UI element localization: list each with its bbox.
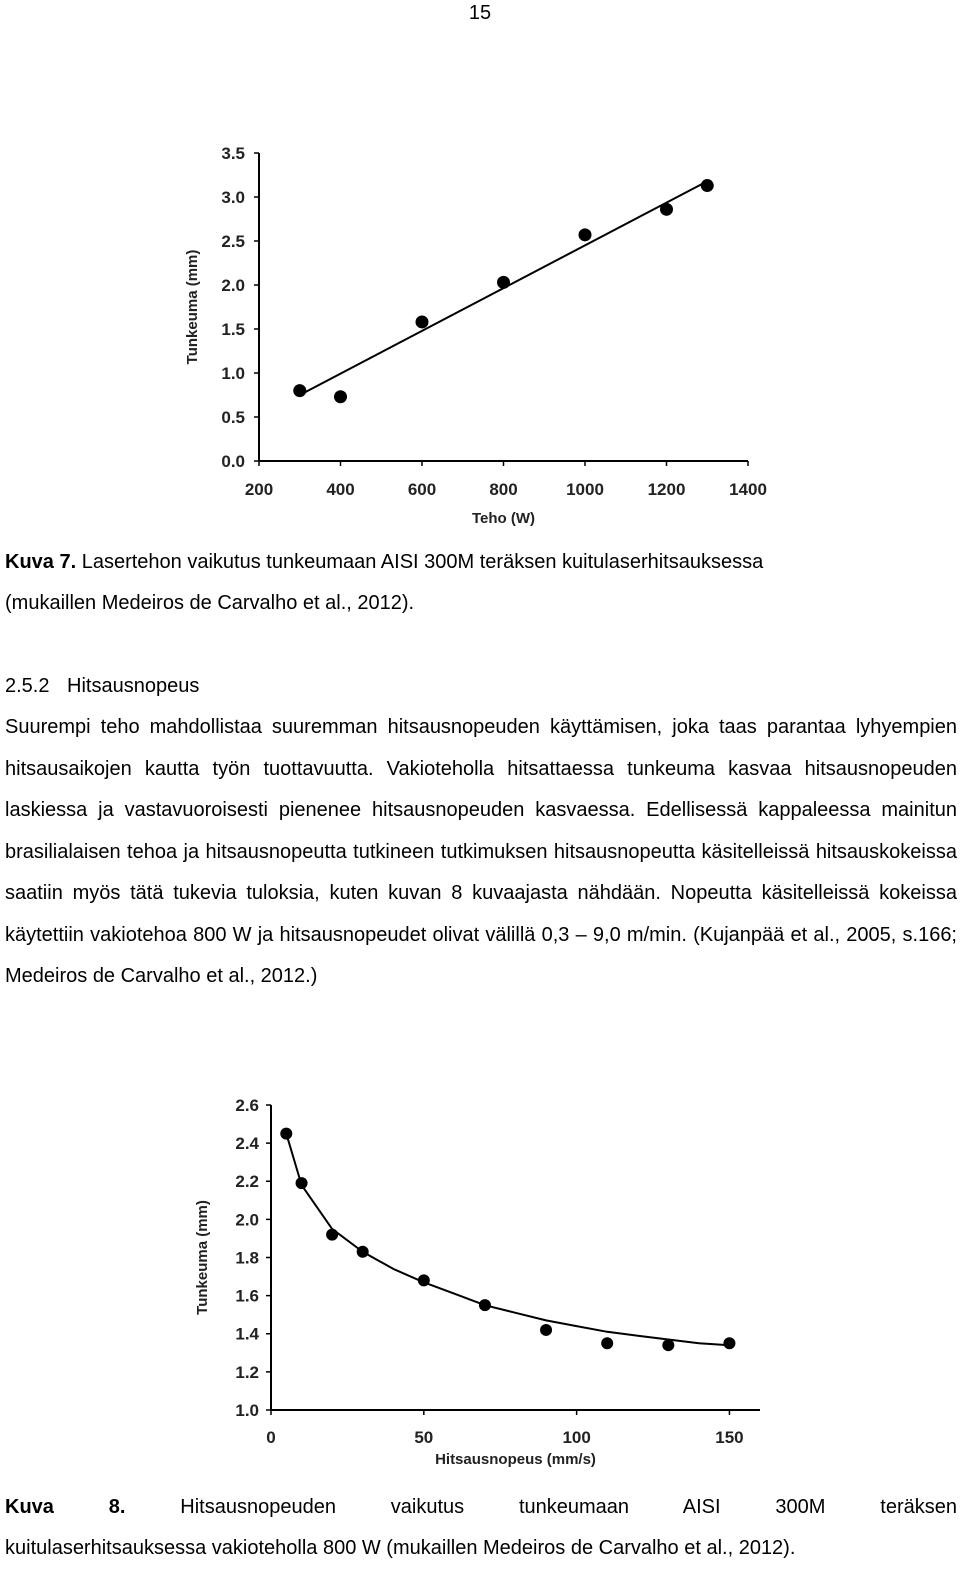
- y-tick-label: 3.5: [221, 143, 245, 163]
- x-tick-label: 1000: [566, 480, 604, 499]
- data-point: [497, 276, 510, 289]
- figure7-caption-line1: Lasertehon vaikutus tunkeumaan AISI 300M teräksen kuitulaserhitsauksessa: [81, 551, 764, 573]
- y-tick-label: 0.5: [221, 407, 245, 427]
- figure8-label: Kuva 8.: [5, 1496, 126, 1518]
- data-point: [479, 1299, 491, 1311]
- figure7-caption: [5, 542, 957, 624]
- x-tick-label: 50: [414, 1428, 434, 1447]
- data-point: [601, 1337, 613, 1349]
- y-axis-label: Tunkeuma (mm): [184, 249, 201, 365]
- y-tick-label: 2.6: [235, 1095, 259, 1115]
- x-axis-label: Hitsausnopeus (mm/s): [435, 1451, 596, 1468]
- data-point: [701, 179, 714, 192]
- data-point: [579, 228, 592, 241]
- section-number: 2.5.2: [5, 675, 50, 697]
- figure7-chart-svg: [0, 0, 960, 540]
- section-paragraph: Suurempi teho mahdollistaa suuremman hitsausnopeuden käyttämisen, joka taas parantaa lyhyempien hitsausaikojen kautta työn tuottavuutta. Vakioteholla hitsattaessa tunkeuma kasvaa hitsausnopeuden laskiessa ja vastavuoroisesti pienenee hitsausnopeuden kasvaessa. Edellisessä kappaleessa mainitun brasilialaisen tehoa ja hitsausnopeutta tutkineen tutkimuksen hitsausnopeutta käsitelleissä hitsauskokeissa saatiin myös tätä tukevia tuloksia, kuten kuvan 8 kuvaajasta nähdään. Nopeutta käsitelleissä kokeissa käytettiin vakiotehoa 800 W ja hitsausnopeudet olivat välillä 0,3 – 9,0 m/min. (Kujanpää et al., 2005, s.166; Medeiros de Carvalho et al., 2012.): [5, 716, 957, 987]
- data-point: [357, 1246, 369, 1258]
- figure8-chart: [0, 1080, 960, 1480]
- data-point: [418, 1274, 430, 1286]
- x-tick-label: 100: [562, 1428, 591, 1447]
- fit-line: [286, 1134, 729, 1346]
- x-tick-label: 1400: [729, 480, 767, 499]
- section-heading: [5, 666, 199, 707]
- figure7-label: Kuva 7.: [5, 551, 77, 573]
- y-tick-label: 2.4: [235, 1134, 259, 1154]
- y-tick-label: 2.2: [235, 1172, 259, 1192]
- y-tick-label: 2.5: [221, 231, 245, 251]
- data-point: [540, 1324, 552, 1336]
- y-tick-label: 3.0: [221, 187, 245, 207]
- y-tick-label: 1.2: [235, 1362, 259, 1382]
- data-point: [296, 1177, 308, 1189]
- figure8-caption-line1: Hitsausnopeuden vaikutus tunkeumaan AISI 300M teräksen: [180, 1496, 957, 1518]
- y-tick-label: 2.0: [221, 275, 245, 295]
- data-point: [334, 390, 347, 403]
- y-tick-label: 1.0: [221, 363, 245, 383]
- figure7-caption-line2: (mukaillen Medeiros de Carvalho et al., 2012).: [5, 592, 415, 614]
- data-point: [660, 203, 673, 216]
- x-tick-label: 400: [326, 480, 355, 499]
- y-tick-label: 2.0: [235, 1210, 259, 1230]
- figure8-caption-line2: kuitulaserhitsauksessa vakioteholla 800 W (mukaillen Medeiros de Carvalho et al., 2012).: [5, 1537, 796, 1559]
- page-number: 15: [468, 2, 492, 24]
- data-point: [416, 315, 429, 328]
- y-tick-label: 1.0: [235, 1400, 259, 1420]
- x-axis-label: Teho (W): [471, 510, 536, 527]
- figure8-chart-svg: [0, 1080, 960, 1480]
- x-tick-label: 150: [715, 1428, 744, 1447]
- section-title: Hitsausnopeus: [67, 675, 200, 697]
- x-tick-label: 0: [266, 1428, 276, 1447]
- x-tick-label: 800: [489, 480, 518, 499]
- y-tick-label: 1.5: [221, 319, 245, 339]
- figure7-chart: [0, 0, 960, 540]
- data-point: [662, 1339, 674, 1351]
- y-tick-label: 1.6: [235, 1286, 259, 1306]
- y-tick-label: 1.8: [235, 1248, 259, 1268]
- y-tick-label: 1.4: [235, 1324, 259, 1344]
- data-point: [723, 1337, 735, 1349]
- x-tick-label: 1200: [647, 480, 686, 499]
- data-point: [280, 1128, 292, 1140]
- data-point: [293, 384, 306, 397]
- x-tick-label: 600: [407, 480, 437, 499]
- figure8-caption: [5, 1487, 957, 1569]
- y-tick-label: 0.0: [221, 451, 245, 471]
- x-tick-label: 200: [244, 480, 274, 499]
- y-axis-label: Tunkeuma (mm): [194, 1200, 211, 1315]
- data-point: [326, 1229, 338, 1241]
